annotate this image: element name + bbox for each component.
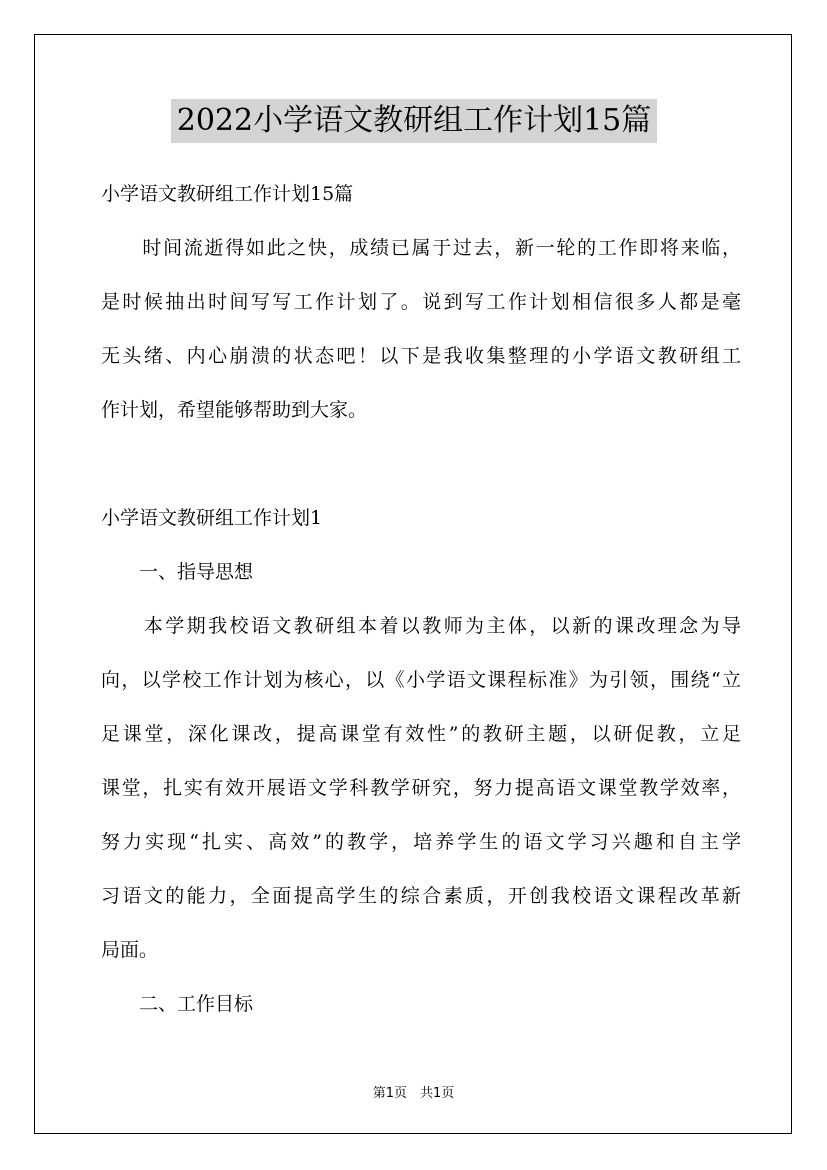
intro-line-1: 时间流逝得如此之快，成绩已属于过去，新一轮的工作即将来临， — [101, 237, 741, 259]
intro-line-4: 作计划，希望能够帮助到大家。 — [101, 399, 368, 421]
section1-line-3: 足课堂，深化课改，提高课堂有效性”的教研主题，以研促教，立足 — [101, 723, 741, 745]
intro-line-3: 无头绪、内心崩溃的状态吧！以下是我收集整理的小学语文教研组工 — [101, 345, 741, 367]
section-heading-1: 一、指导思想 — [101, 561, 254, 583]
document-subtitle: 小学语文教研组工作计划15篇 — [101, 183, 354, 205]
page-number: 第1页 共1页 — [372, 1086, 455, 1101]
plan-heading: 小学语文教研组工作计划1 — [101, 507, 323, 529]
section-heading-2: 二、工作目标 — [101, 993, 254, 1015]
section1-line-4: 课堂，扎实有效开展语文学科教学研究，努力提高语文课堂教学效率， — [101, 777, 741, 799]
section1-line-1: 本学期我校语文教研组本着以教师为主体，以新的课改理念为导 — [101, 615, 741, 637]
intro-line-2: 是时候抽出时间写写工作计划了。说到写工作计划相信很多人都是毫 — [101, 291, 741, 313]
document-title: 2022小学语文教研组工作计划15篇 — [171, 99, 657, 143]
section1-line-5: 努力实现“扎实、高效”的教学，培养学生的语文学习兴趣和自主学 — [101, 831, 741, 853]
section1-line-2: 向，以学校工作计划为核心，以《小学语文课程标准》为引领，围绕“立 — [101, 669, 741, 691]
section1-line-7: 局面。 — [101, 939, 159, 961]
section1-line-6: 习语文的能力，全面提高学生的综合素质，开创我校语文课程改革新 — [101, 885, 741, 907]
